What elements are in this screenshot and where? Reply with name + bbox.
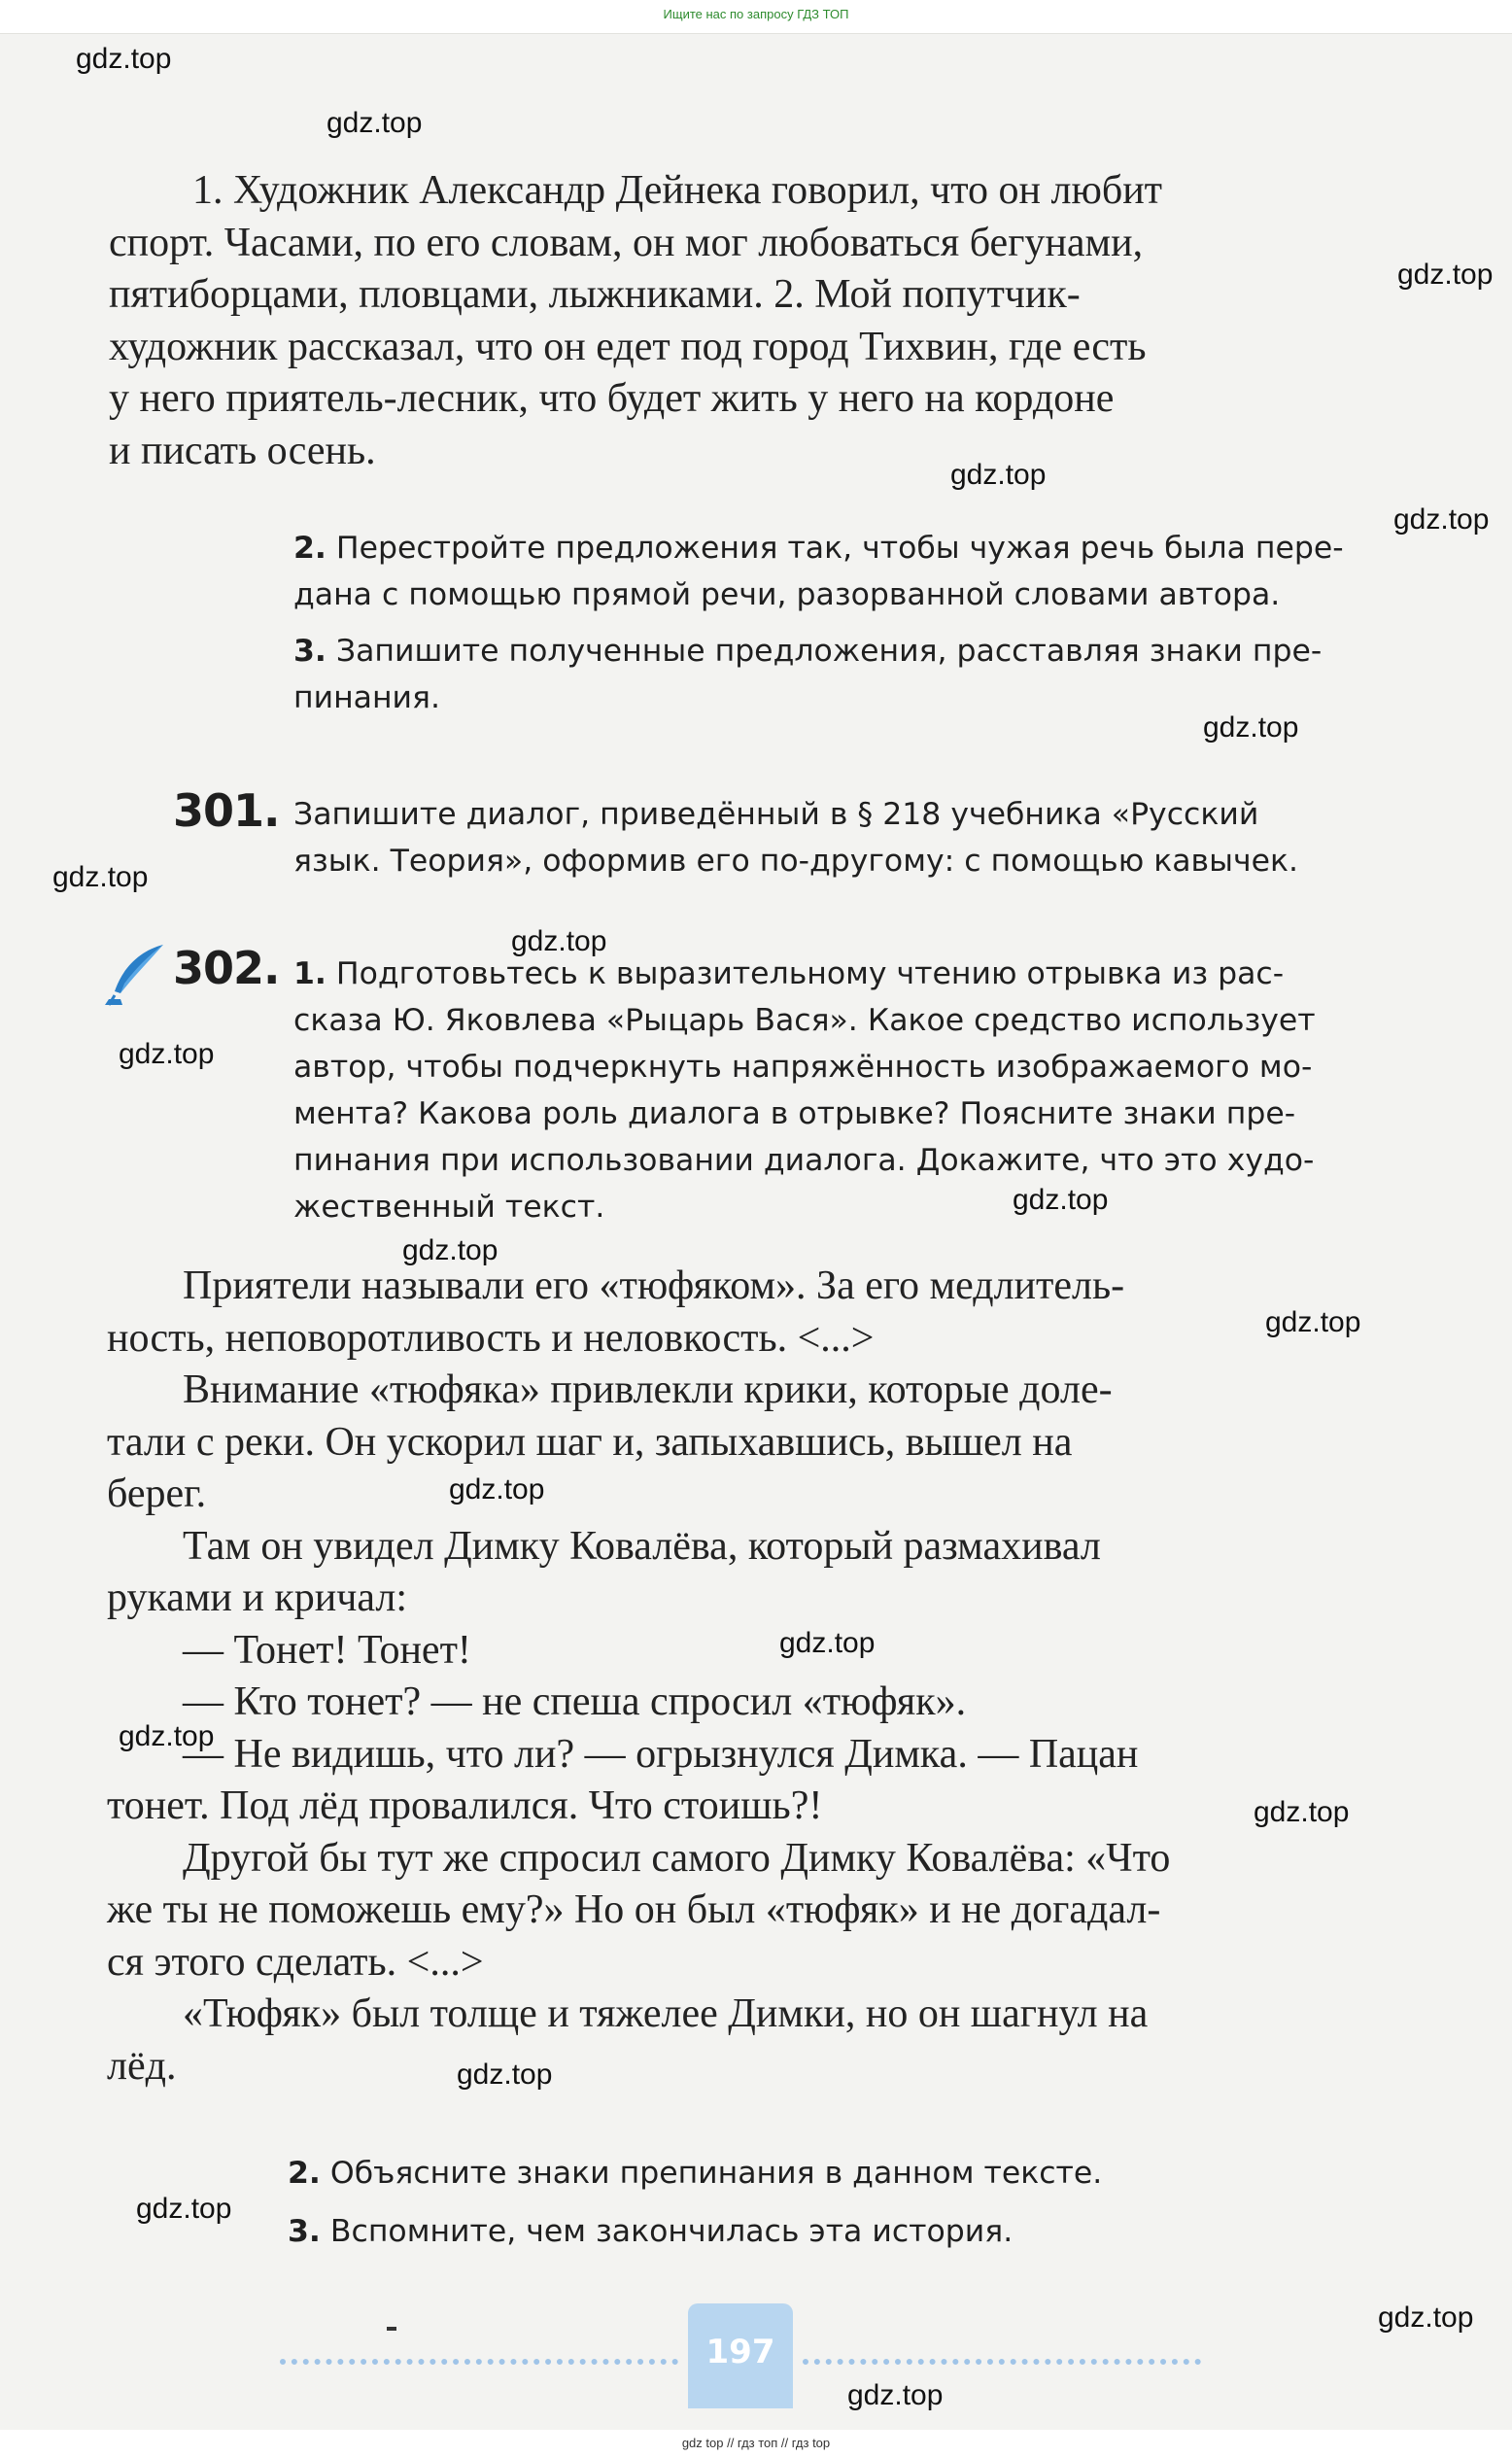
excerpt-line: Другой бы тут же спросил самого Димку Ковалёва: «Что <box>183 1835 1171 1881</box>
watermark-link[interactable]: gdz.top <box>76 43 172 75</box>
pen-icon <box>101 941 169 1011</box>
exercise-301-text <box>293 791 1392 884</box>
watermark-link[interactable]: gdz.top <box>1203 711 1299 744</box>
watermark-link[interactable]: gdz.top <box>1265 1306 1361 1338</box>
intro-line: художник рассказал, что он едет под город Тихвин, где есть <box>109 324 1147 369</box>
page-number: 197 <box>688 2303 793 2408</box>
excerpt-text <box>107 1261 1393 2093</box>
excerpt-line: Там он увидел Димку Ковалёва, который размахивал <box>183 1523 1101 1569</box>
watermark-link[interactable]: gdz.top <box>449 1473 545 1505</box>
task-line <box>293 525 1392 571</box>
task-line <box>288 2208 1395 2255</box>
excerpt-line: — Не видишь, что ли? — огрызнулся Димка. — Пацан <box>183 1731 1139 1777</box>
footer-dots-right <box>803 2359 1201 2365</box>
footer-dots-left <box>280 2359 678 2365</box>
watermark-link[interactable]: gdz.top <box>1378 2301 1474 2334</box>
watermark-link[interactable]: gdz.top <box>52 861 149 893</box>
stray-mark <box>387 2327 396 2331</box>
task-line: язык. Теория», оформив его по-другому: с помощью кавычек. <box>293 844 1299 879</box>
excerpt-line: тонет. Под лёд провалился. Что стоишь?! <box>107 1783 823 1828</box>
watermark-link[interactable]: gdz.top <box>1254 1796 1350 1828</box>
task-line: автор, чтобы подчеркнуть напряжённость изображаемого мо- <box>293 1050 1313 1085</box>
excerpt-line: ность, неповоротливость и неловкость. <...> <box>107 1315 875 1361</box>
watermark-link[interactable]: gdz.top <box>1397 259 1494 291</box>
item-number: 3. <box>288 2214 321 2249</box>
intro-line: 1. Художник Александр Дейнека говорил, что он любит <box>192 168 1163 213</box>
exercise-302-number: 302. <box>173 942 280 994</box>
task-300-item-2 <box>293 525 1392 618</box>
task-line: мента? Какова роль диалога в отрывке? Поясните знаки пре- <box>293 1096 1296 1131</box>
item-text: Вспомните, чем закончилась эта история. <box>329 2214 1014 2249</box>
watermark-link[interactable]: gdz.top <box>136 2193 232 2225</box>
watermark-link[interactable]: gdz.top <box>457 2059 553 2091</box>
watermark-link[interactable]: gdz.top <box>1013 1184 1109 1216</box>
watermark-link[interactable]: gdz.top <box>119 1038 215 1070</box>
bottom-banner[interactable]: gdz top // гдз топ // гдз top <box>0 2430 1512 2457</box>
exercise-301-number: 301. <box>173 784 280 837</box>
watermark-link[interactable]: gdz.top <box>119 1720 215 1752</box>
excerpt-line: — Кто тонет? — не спеша спросил «тюфяк». <box>183 1679 967 1724</box>
task-line: жественный текст. <box>293 1190 605 1225</box>
item-text: Запишите полученные предложения, расставляя знаки пре- <box>335 634 1323 669</box>
watermark-link[interactable]: gdz.top <box>779 1627 876 1659</box>
excerpt-line: Внимание «тюфяка» привлекли крики, которые доле- <box>183 1367 1113 1412</box>
top-banner[interactable]: Ищите нас по запросу ГДЗ ТОП <box>663 7 849 21</box>
task-line: пинания при использовании диалога. Докажите, что это худо- <box>293 1143 1315 1178</box>
task-line: дана с помощью прямой речи, разорванной словами автора. <box>293 577 1281 612</box>
exercise-302-item-2 <box>288 2150 1395 2197</box>
excerpt-line: «Тюфяк» был толще и тяжелее Димки, но он шагнул на <box>183 1991 1149 2036</box>
task-line <box>293 628 1392 675</box>
exercise-302-item-1 <box>293 951 1392 1230</box>
task-line <box>288 2150 1395 2197</box>
intro-line: у него приятель-лесник, что будет жить у него на кордоне <box>109 376 1115 421</box>
watermark-link[interactable]: gdz.top <box>511 925 607 957</box>
item-number: 3. <box>293 634 326 669</box>
excerpt-line: лёд. <box>107 2043 177 2089</box>
item-number: 2. <box>293 531 326 566</box>
excerpt-line: руками и кричал: <box>107 1575 408 1620</box>
watermark-link[interactable]: gdz.top <box>950 459 1047 491</box>
task-300-item-3 <box>293 628 1392 721</box>
task-line: Запишите диалог, приведённый в § 218 учебника «Русский <box>293 797 1259 832</box>
excerpt-line: же ты не поможешь ему?» Но он был «тюфяк» и не догадал- <box>107 1887 1161 1932</box>
item-text: Объясните знаки препинания в данном тексте. <box>329 2156 1103 2191</box>
watermark-link[interactable]: gdz.top <box>402 1234 498 1266</box>
item-number: 2. <box>288 2156 321 2191</box>
excerpt-line: ся этого сделать. <...> <box>107 1939 484 1985</box>
item-text: Подготовьтесь к выразительному чтению отрывка из рас- <box>335 956 1285 991</box>
task-line: сказа Ю. Яковлева «Рыцарь Вася». Какое средство использует <box>293 1003 1316 1038</box>
exercise-302-item-3 <box>288 2208 1395 2255</box>
excerpt-line: тали с реки. Он ускорил шаг и, запыхавшись, вышел на <box>107 1419 1073 1465</box>
excerpt-line: — Тонет! Тонет! <box>183 1627 471 1673</box>
watermark-link[interactable]: gdz.top <box>847 2379 944 2411</box>
excerpt-line: Приятели называли его «тюфяком». За его медлитель- <box>183 1263 1125 1308</box>
intro-line: и писать осень. <box>109 428 376 473</box>
intro-line: пятиборцами, пловцами, лыжниками. 2. Мой попутчик- <box>109 272 1081 317</box>
item-number: 1. <box>293 956 326 991</box>
intro-text <box>109 165 1393 477</box>
task-line: пинания. <box>293 680 440 715</box>
watermark-link[interactable]: gdz.top <box>326 107 423 139</box>
item-text: Перестройте предложения так, чтобы чужая речь была пере- <box>335 531 1344 566</box>
watermark-link[interactable]: gdz.top <box>1393 503 1490 536</box>
task-line <box>293 951 1392 997</box>
intro-line: спорт. Часами, по его словам, он мог любоваться бегунами, <box>109 220 1144 265</box>
excerpt-line: берег. <box>107 1471 207 1516</box>
